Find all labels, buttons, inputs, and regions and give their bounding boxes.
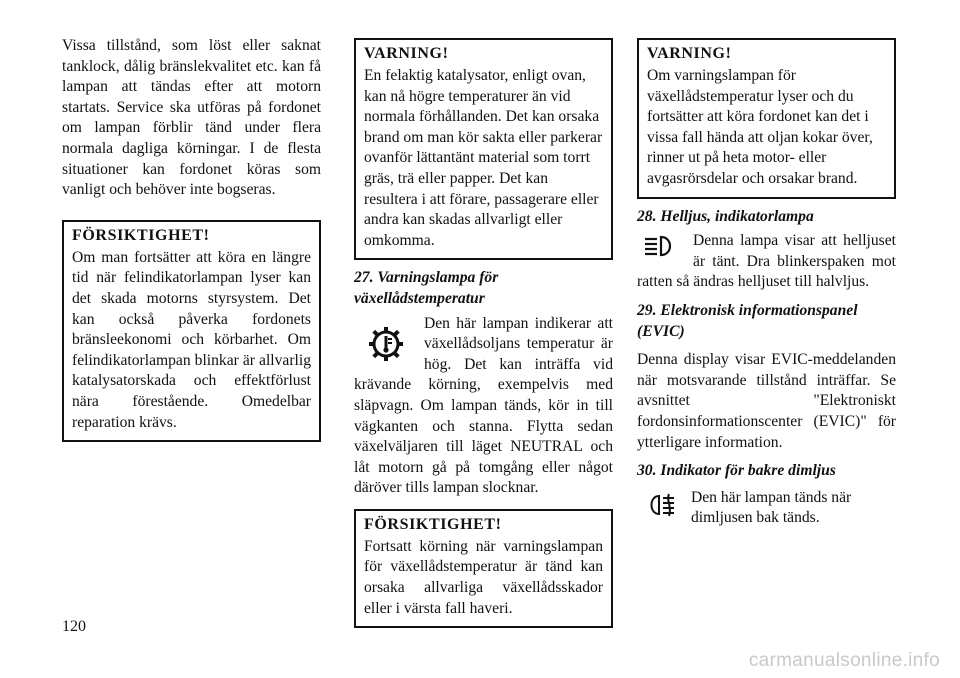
warning-title: VARNING! (364, 45, 449, 62)
high-beam-icon (643, 235, 677, 257)
item-27-text: Den här lampan indikerar att växellådsoljans temperatur är hög. Det kan inträffa vid krävande körning, exempelvis med släpvagn. Om lampan tänds, kör in till vägkanten och stanna. Flytta sedan växelväljaren till läget NEUTRAL och låt motorn gå på tomgång eller något däröver tills lampan slocknar. (354, 314, 613, 497)
item-28-text: Denna lampa visar att helljuset är tänt. Dra blinkerspaken mot ratten så ändras helljuset till halvljus. (637, 232, 896, 291)
warning-box (354, 38, 613, 260)
caution-title: FÖRSIKTIGHET! (72, 226, 210, 244)
item-30-heading: 30. Indikator för bakre dimljus (637, 462, 836, 480)
caution-title-2: FÖRSIKTIGHET! (364, 515, 502, 533)
rear-fog-light-icon (647, 492, 677, 518)
item-29-text: Denna display visar EVIC-meddelanden när motsvarande tillstånd inträffar. Se avsnittet "Elektroniskt fordonsinformationscenter (EVIC)" för ytterligare information. (637, 351, 896, 451)
page-number: 120 (62, 618, 86, 635)
column-left (62, 36, 321, 442)
item-27-heading: 27. Varningslampa för växellådstemperatur (354, 269, 499, 307)
caution-box (62, 220, 321, 442)
warning-text-2: Om varningslampan för växellådstemperatur lyser och du fortsätter att köra fordonet kan det i vissa fall hända att oljan kokar över, rinner ut på heta motor- eller avgasrörsdelar och orsakar brand. (647, 67, 873, 187)
column-middle (354, 36, 613, 628)
warning-title-2: VARNING! (647, 45, 732, 62)
watermark: carmanualsonline.info (748, 650, 940, 671)
column-right (637, 36, 896, 529)
item-28-body (637, 231, 896, 293)
warning-box-2 (637, 38, 896, 199)
caution-box-2 (354, 509, 613, 628)
item-28-heading: 28. Helljus, indikatorlampa (637, 207, 814, 225)
warning-text: En felaktig katalysator, enligt ovan, kan nå högre temperaturer än vid normala förhållanden. Det kan orsaka brand om man kör sakta eller parkerar ovanför lättantänt material som torrt gräs, trä eller papper. Det kan resultera i att förare, passagerare eller andra kan skadas allvarligt eller omkomma. (364, 67, 603, 249)
item-29-heading: 29. Elektronisk informationspanel (EVIC) (637, 301, 858, 340)
item-30-body (637, 488, 896, 529)
item-30-text: Den här lampan tänds när dimljusen bak tänds. (691, 488, 852, 527)
caution-text-2: Fortsatt körning när varningslampan för växellådstemperatur är tänd kan orsaka allvarliga växellådsskador eller i värsta fall haveri. (364, 537, 603, 617)
item-27-body (354, 314, 613, 499)
intro-paragraph: Vissa tillstånd, som löst eller saknat tanklock, dålig bränslekvalitet etc. kan få lampan att tändas efter att motorn startats. Service ska utföras på fordonet om lampan förblir tänd under flera normala dagliga körningar. I de flesta situationer kan fordonet köras som vanligt och behöver inte bogseras. (62, 37, 321, 199)
caution-text: Om man fortsätter att köra en längre tid när felindikatorlampan lyser kan det skada motorns styrsystem. Det kan också påverka fordonets bränsleekonomi och körbarhet. Om felindikatorlampan blinkar är allvarlig katalysatorskada och effektförlust nära förestående. Omedelbar reparation krävs. (72, 248, 311, 431)
transmission-temperature-icon (366, 324, 406, 364)
